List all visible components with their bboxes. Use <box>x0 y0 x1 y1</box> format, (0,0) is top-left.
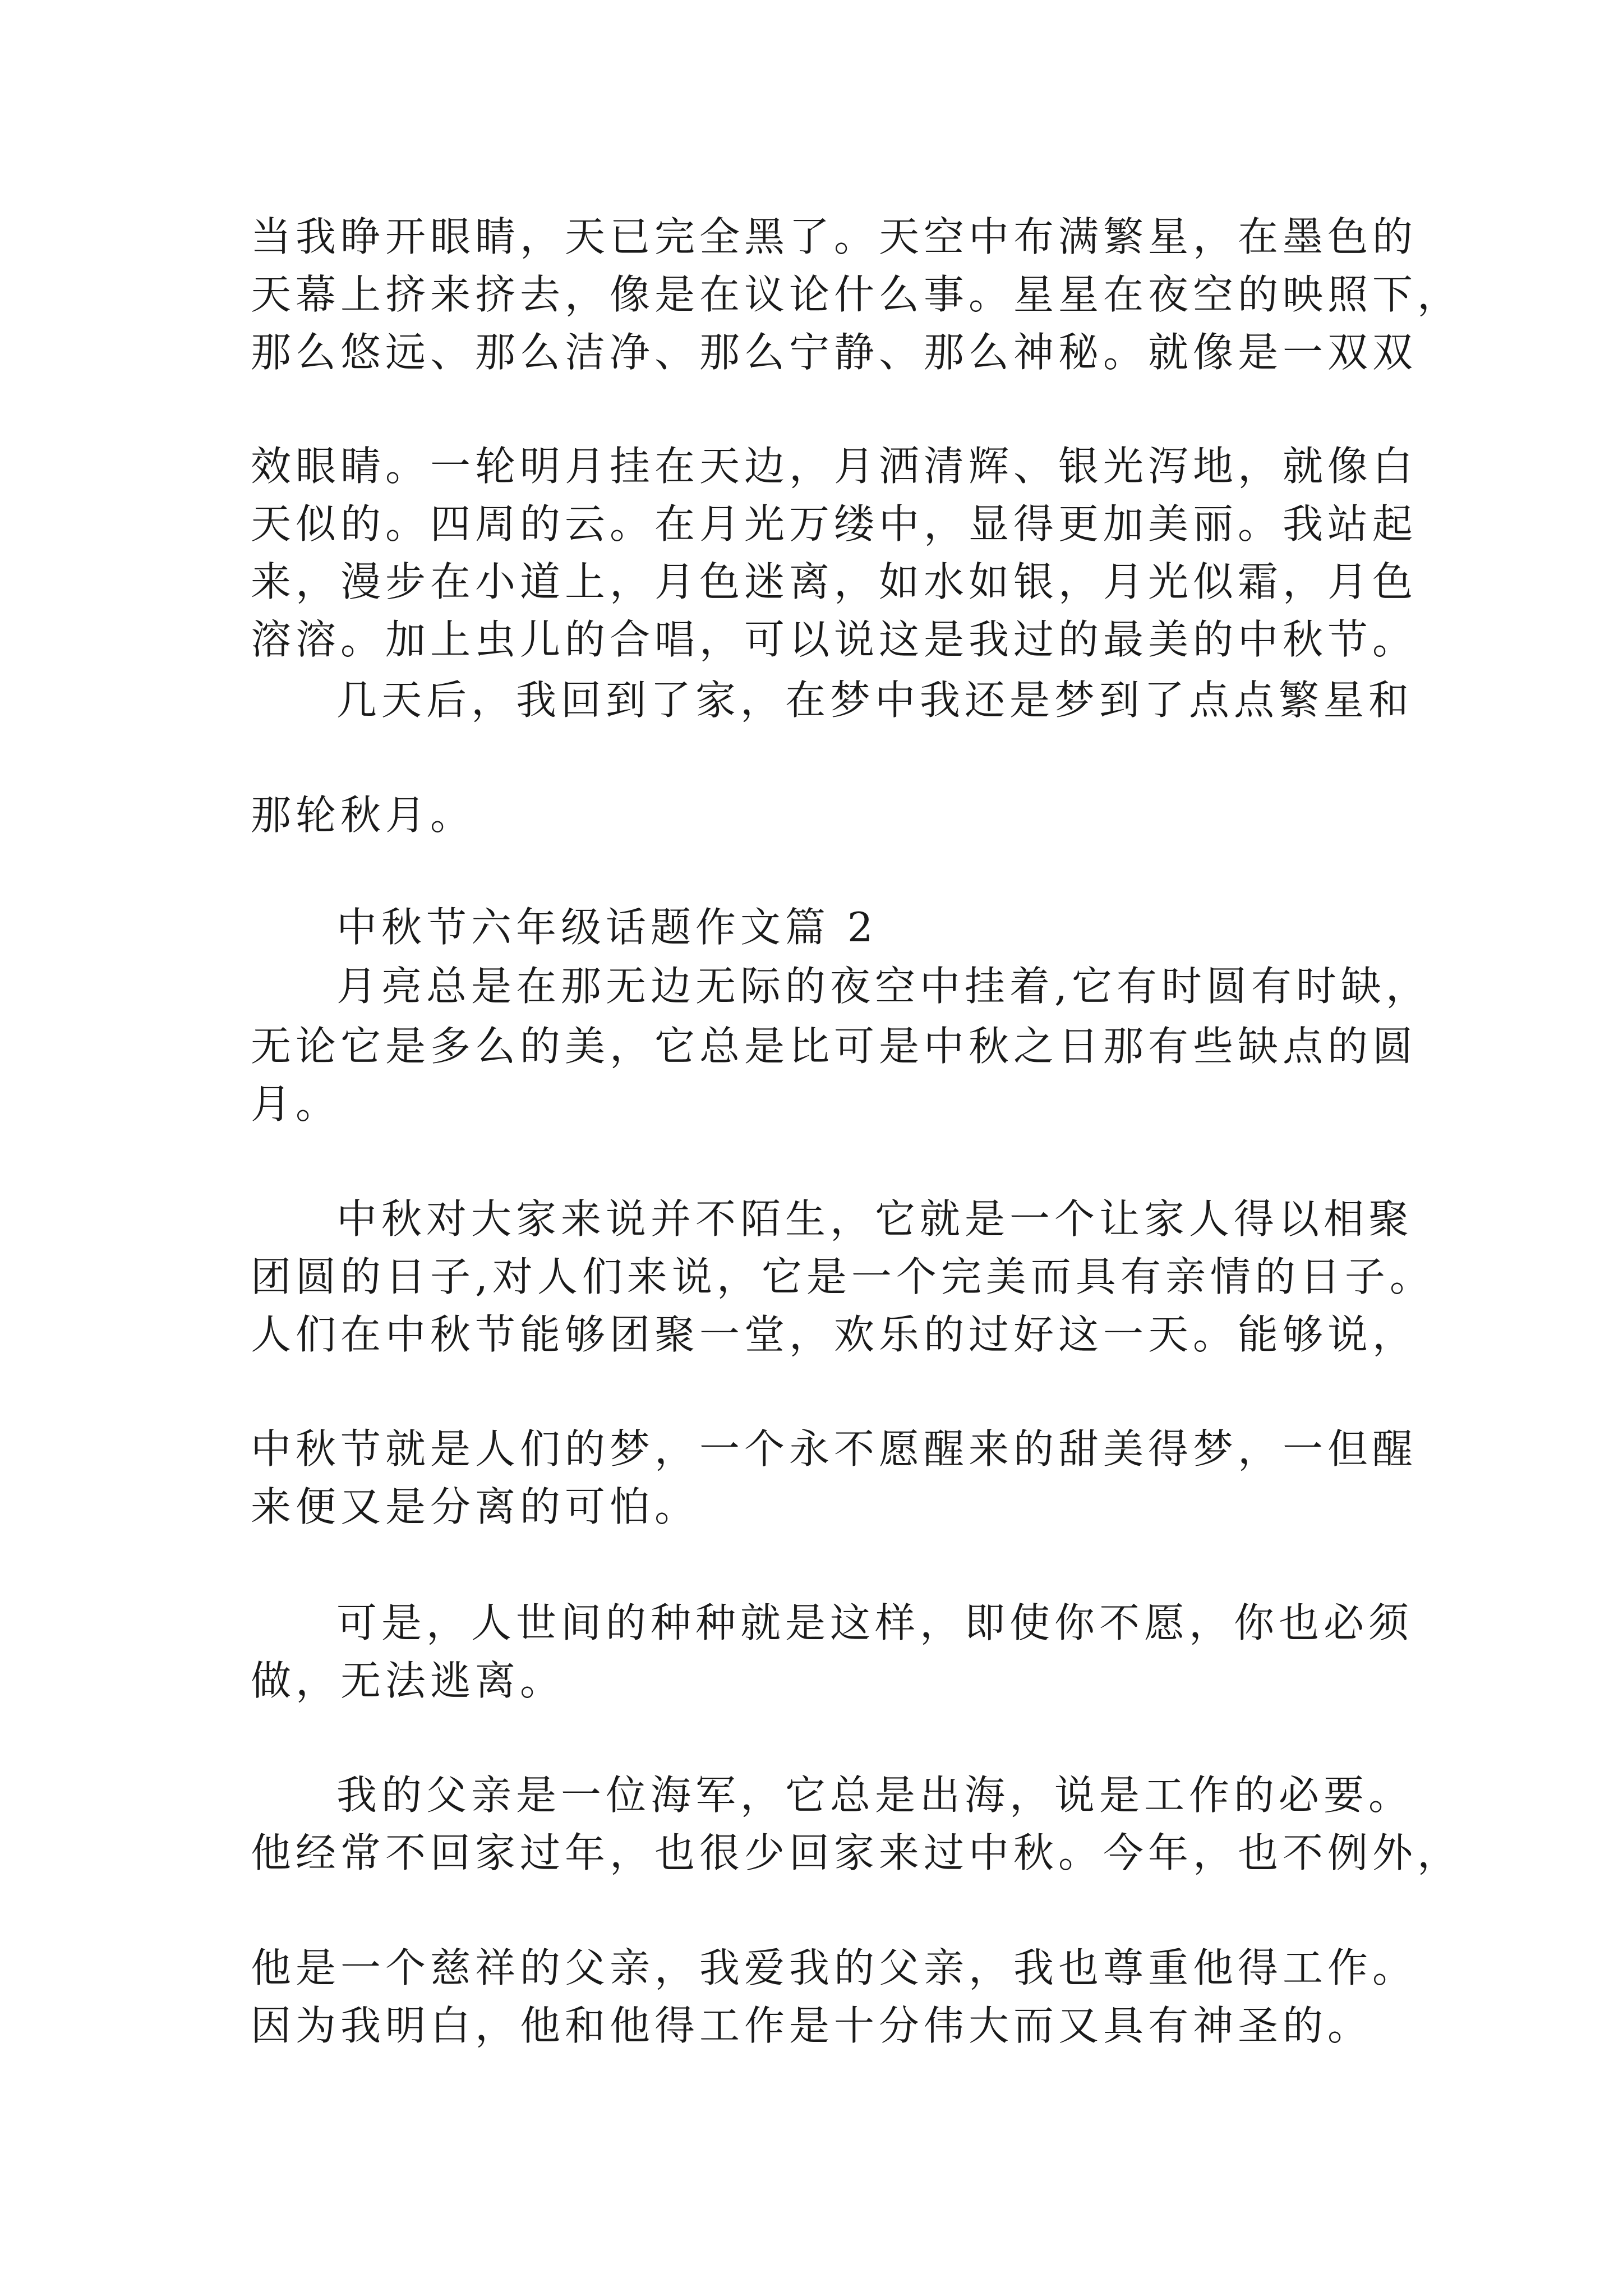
text-line: 当我睁开眼睛，天已完全黑了。天空中布满繁星，在墨色的 <box>251 213 1418 260</box>
text-line: 效眼睛。一轮明月挂在天边，月洒清辉、银光泻地，就像白 <box>251 443 1418 490</box>
text-line: 中秋对大家来说并不陌生，它就是一个让家人得以相聚 <box>336 1195 1414 1243</box>
text-line: 我的父亲是一位海军，它总是出海，说是工作的必要。 <box>336 1772 1414 1819</box>
text-line: 那轮秋月。 <box>251 792 476 839</box>
text-line: 可是，人世间的种种就是这样，即使你不愿，你也必须 <box>336 1599 1414 1646</box>
text-line: 来便又是分离的可怕。 <box>251 1483 700 1530</box>
text-line: 他经常不回家过年，也很少回家来过中秋。今年，也不例外， <box>251 1829 1463 1876</box>
text-line: 那么悠远、那么洁净、那么宁静、那么神秘。就像是一双双 <box>251 329 1418 376</box>
text-line: 天幕上挤来挤去，像是在议论什么事。星星在夜空的映照下， <box>251 271 1463 318</box>
text-line: 天似的。四周的云。在月光万缕中，显得更加美丽。我站起 <box>251 500 1418 547</box>
section-heading: 中秋节六年级话题作文篇 2 <box>336 904 878 951</box>
text-line: 人们在中秋节能够团聚一堂，欢乐的过好这一天。能够说， <box>251 1311 1418 1358</box>
text-line: 他是一个慈祥的父亲，我爱我的父亲，我也尊重他得工作。 <box>251 1944 1418 1991</box>
text-line: 中秋节就是人们的梦，一个永不愿醒来的甜美得梦，一但醒 <box>251 1425 1418 1473</box>
text-line: 来，漫步在小道上，月色迷离，如水如银，月光似霜，月色 <box>251 558 1418 605</box>
text-line: 溶溶。加上虫儿的合唱，可以说这是我过的最美的中秋节。 <box>251 616 1418 663</box>
text-line: 团圆的日子,对人们来说，它是一个完美而具有亲情的日子。 <box>251 1253 1435 1300</box>
text-line: 月。 <box>251 1080 341 1128</box>
text-line: 几天后，我回到了家，在梦中我还是梦到了点点繁星和 <box>336 677 1414 724</box>
text-line: 无论它是多么的美，它总是比可是中秋之日那有些缺点的圆 <box>251 1023 1418 1070</box>
text-line: 做，无法逃离。 <box>251 1657 565 1704</box>
text-line: 因为我明白，他和他得工作是十分伟大而又具有神圣的。 <box>251 2002 1373 2049</box>
text-line: 月亮总是在那无边无际的夜空中挂着,它有时圆有时缺， <box>336 963 1431 1010</box>
